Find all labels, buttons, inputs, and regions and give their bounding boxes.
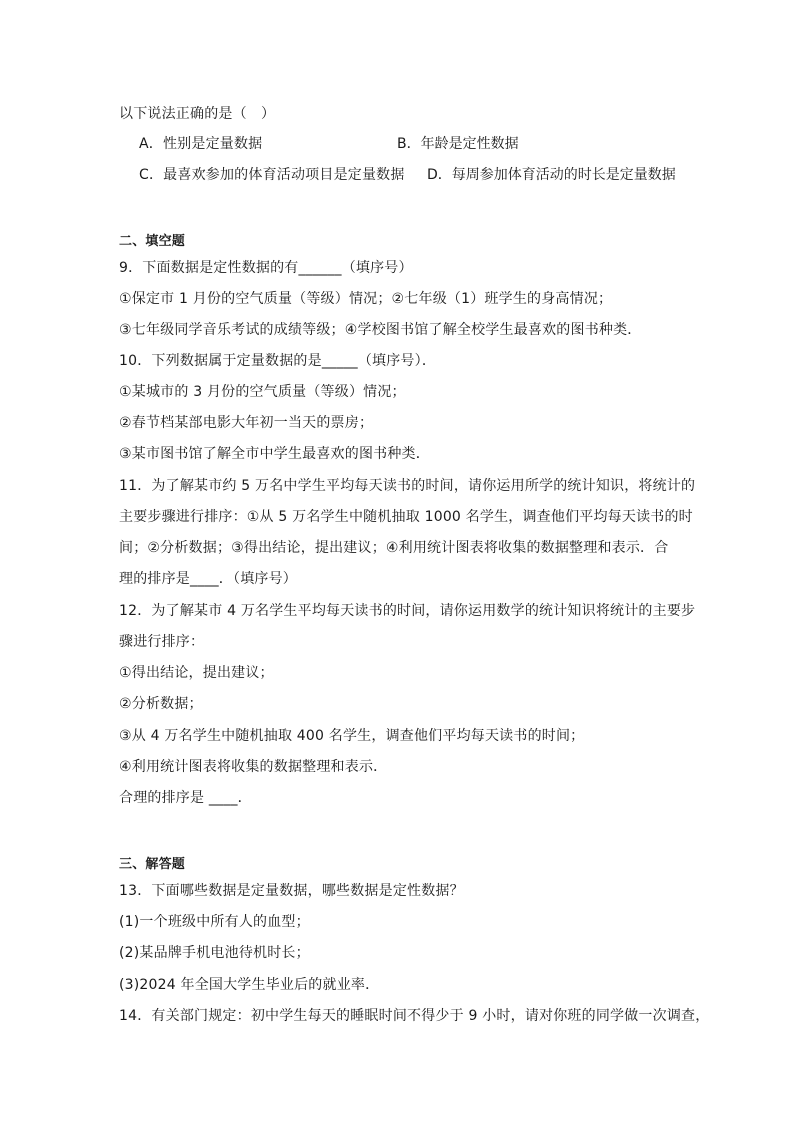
q13-item3: (3)2024 年全国大学生毕业后的就业率． <box>119 977 380 993</box>
q13-item2: (2)某品牌手机电池待机时长； <box>119 945 310 961</box>
q12-answer: 合理的排序是 ____． <box>119 790 252 806</box>
q9-stem: 9．下面数据是定性数据的有______（填序号） <box>119 260 413 276</box>
q10-stem: 10．下列数据属于定量数据的是_____（填序号）． <box>119 353 437 369</box>
q12-item1: ①得出结论，提出建议； <box>119 665 274 681</box>
q11-line2: 主要步骤进行排序：①从 5 万名学生中随机抽取 1000 名学生，调查他们平均每天读书的时 <box>119 509 693 525</box>
q12-line1: 12．为了解某市 4 万名学生平均每天读书的时间，请你运用数学的统计知识将统计的主要步 <box>119 603 696 619</box>
q10-item1: ①某城市的 3 月份的空气质量（等级）情况； <box>119 384 406 400</box>
q13-item1: (1)一个班级中所有人的血型； <box>119 914 310 930</box>
q10-item2: ②春节档某部电影大年初一当天的票房； <box>119 415 374 431</box>
q9-line2: ③七年级同学音乐考试的成绩等级；④学校图书馆了解全校学生最喜欢的图书种类． <box>119 322 642 338</box>
q8-option-d: D．每周参加体育活动的时长是定量数据 <box>427 167 676 183</box>
section-heading-answer: 三、解答题 <box>119 857 186 872</box>
q14-line1: 14．有关部门规定：初中学生每天的睡眠时间不得少于 9 小时，请对你班的同学做一次调查， <box>119 1008 710 1024</box>
q11-line3: 间；②分析数据；③得出结论，提出建议；④利用统计图表将收集的数据整理和表示．合 <box>119 540 669 556</box>
section-heading-fill-in: 二、填空题 <box>119 234 186 249</box>
q12-item2: ②分析数据； <box>119 696 203 712</box>
q9-line1: ①保定市 1 月份的空气质量（等级）情况；②七年级（1）班学生的身高情况； <box>119 291 613 307</box>
q12-item3: ③从 4 万名学生中随机抽取 400 名学生，调查他们平均每天读书的时间； <box>119 728 585 744</box>
q8-option-a: A．性别是定量数据 <box>139 136 263 152</box>
q10-item3: ③某市图书馆了解全市中学生最喜欢的图书种类． <box>119 446 430 462</box>
q11-line1: 11．为了解某市约 5 万名中学生平均每天读书的时间，请你运用所学的统计知识，将统计的 <box>119 478 696 494</box>
q8-option-b: B．年龄是定性数据 <box>397 136 519 152</box>
q12-line2: 骤进行排序： <box>119 634 205 650</box>
q12-item4: ④利用统计图表将收集的数据整理和表示． <box>119 759 388 775</box>
q8-stem: 以下说法正确的是（ ） <box>119 106 276 122</box>
q13-stem: 13．下面哪些数据是定量数据，哪些数据是定性数据？ <box>119 883 464 899</box>
q8-option-c: C．最喜欢参加的体育活动项目是定量数据 <box>139 167 405 183</box>
q11-line4: 理的排序是____．（填序号） <box>119 571 297 587</box>
